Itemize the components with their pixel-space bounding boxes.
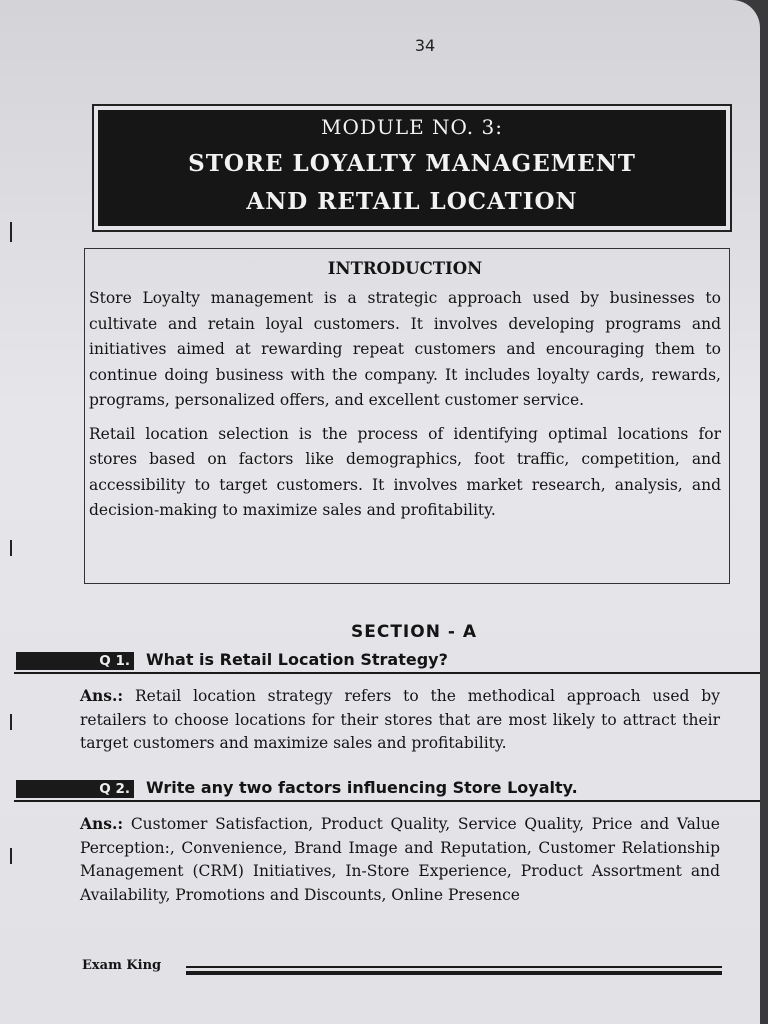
page-number: 34 <box>414 36 436 55</box>
question-rule <box>14 672 760 674</box>
answer-text: Customer Satisfaction, Product Quality, Service Quality, Price and Value Perception:, Convenience, Brand Image and Reputation, Customer Relationship Management (CRM) Initiatives, In-Store Experience, Product Assortment and Availability, Promotions and Discounts, Online Presence <box>80 815 720 904</box>
question-header <box>14 650 760 674</box>
answer-label: Ans.: <box>80 814 124 833</box>
module-title-line-2: AND RETAIL LOCATION <box>246 188 578 215</box>
section-title: SECTION - A <box>351 622 477 642</box>
module-header-inner <box>98 110 726 226</box>
footer-rule <box>186 966 722 968</box>
introduction-heading: INTRODUCTION <box>327 259 483 278</box>
footer-brand: Exam King <box>82 958 162 973</box>
question-text: Write any two factors influencing Store Loyalty. <box>146 778 578 797</box>
footer-rule <box>186 971 722 975</box>
margin-mark <box>10 848 12 864</box>
question-text: What is Retail Location Strategy? <box>146 650 448 669</box>
introduction-paragraph: Retail location selection is the process of identifying optimal locations for stores based on factors like demographics, foot traffic, competition, and accessibility to target customers. It involves market research, analysis, and decision-making to maximize sales and profitability. <box>89 424 721 519</box>
question-number-badge: Q 1. <box>16 652 134 670</box>
question-header <box>14 778 760 802</box>
margin-mark <box>10 222 12 242</box>
margin-mark <box>10 540 12 556</box>
introduction-box <box>84 248 730 584</box>
answer-text: Retail location strategy refers to the methodical approach used by retailers to choose locations for their stores that are most likely to attract their target customers and maximize sales and profitability. <box>80 687 720 752</box>
module-number: MODULE NO. 3: <box>321 115 503 139</box>
introduction-paragraph: Store Loyalty management is a strategic approach used by businesses to cultivate and retain loyal customers. It involves developing programs and initiatives aimed at rewarding repeat customers and encouraging them to continue doing business with the company. It includes loyalty cards, rewards, programs, personalized offers, and excellent customer service. <box>89 289 721 409</box>
question-rule <box>14 800 760 802</box>
answer <box>80 684 720 756</box>
question-number-badge: Q 2. <box>16 780 134 798</box>
margin-mark <box>10 714 12 730</box>
module-header <box>92 104 732 232</box>
answer-label: Ans.: <box>80 686 124 705</box>
module-title-line-1: STORE LOYALTY MANAGEMENT <box>188 150 636 177</box>
answer <box>80 812 720 907</box>
